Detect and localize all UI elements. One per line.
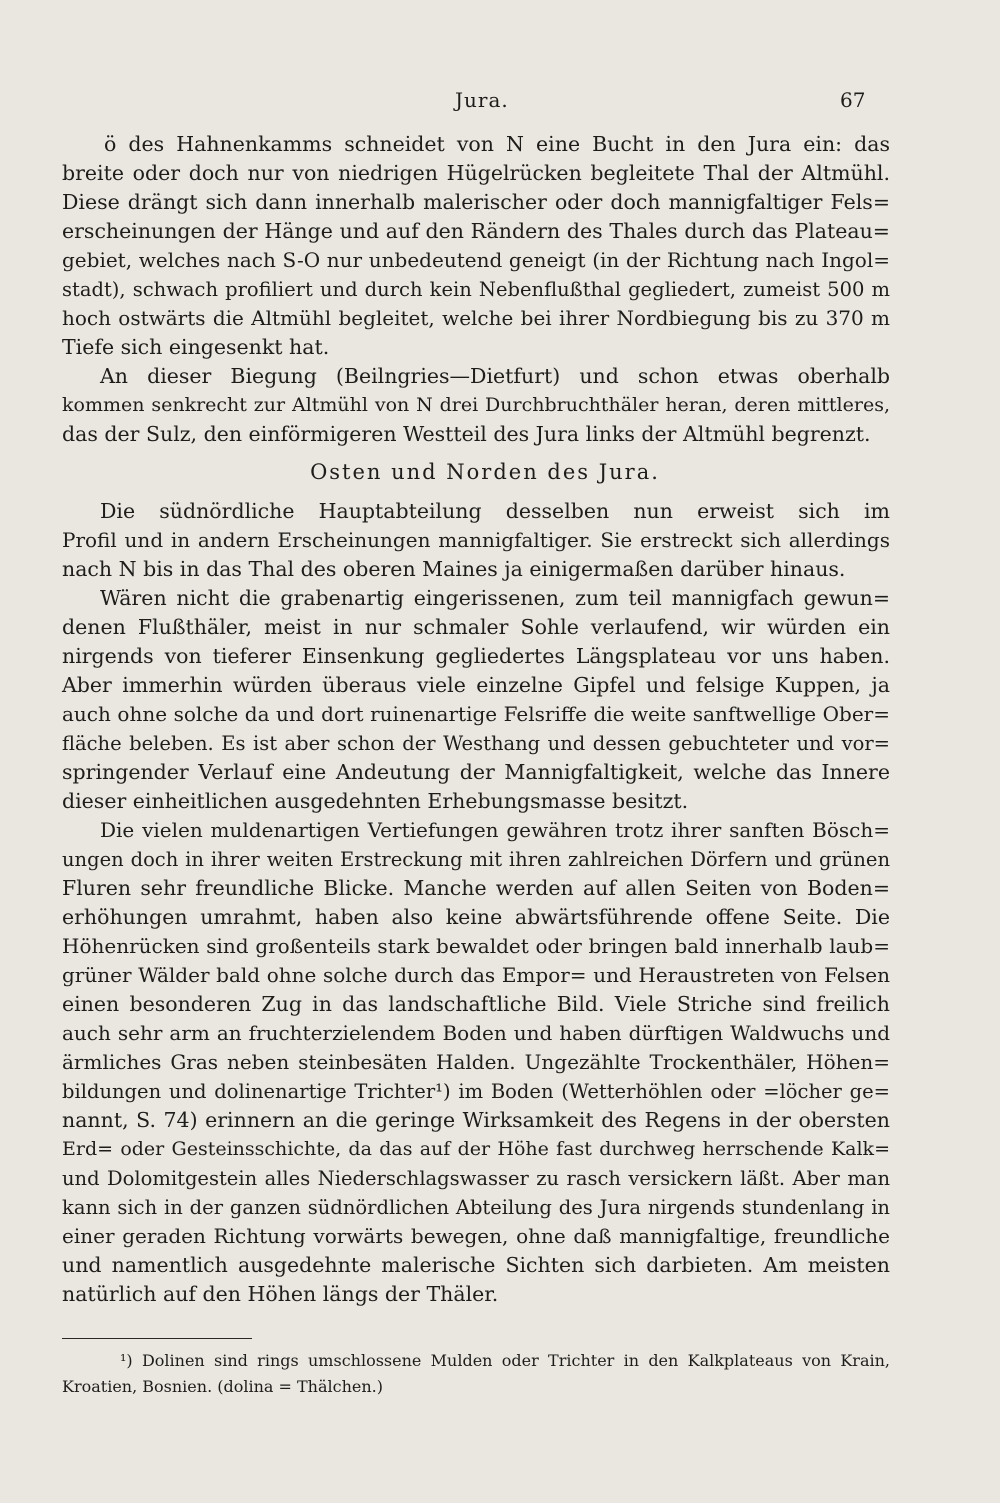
text-line: auch sehr arm an fruchterzielendem Boden und haben dürftigen Waldwuchs und: [62, 1021, 890, 1045]
text-line: erhöhungen umrahmt, haben also keine abwärtsführende offene Seite. Die: [62, 905, 890, 929]
text-line: einer geraden Richtung vorwärts bewegen, ohne daß mannigfaltige, freundliche: [62, 1224, 890, 1248]
paragraph: [62, 816, 890, 1309]
text-line: Die südnördliche Hauptabteilung desselben nun erweist sich im: [100, 499, 890, 523]
text-line: Diese drängt sich dann innerhalb malerischer oder doch mannigfaltiger Fels=: [62, 190, 890, 214]
section-heading: Osten und Norden des Jura.: [310, 460, 660, 484]
text-line: das der Sulz, den einförmigeren Westteil des Jura links der Altmühl begrenzt.: [62, 422, 871, 446]
text-line: springender Verlauf eine Andeutung der Mannigfaltigkeit, welche das Innere: [62, 760, 890, 784]
text-line: breite oder doch nur von niedrigen Hügelrücken begleitete Thal der Altmühl.: [62, 161, 890, 185]
paragraph: [62, 584, 890, 816]
text-line: natürlich auf den Höhen längs der Thäler.: [62, 1282, 499, 1306]
text-line: stadt), schwach profiliert und durch kein Nebenflußthal gegliedert, zumeist 500 m: [62, 278, 890, 301]
text-line: auch ohne solche da und dort ruinenartige Felsriffe die weite sanftwellige Ober=: [62, 702, 890, 726]
text-line: gebiet, welches nach S-O nur unbedeutend geneigt (in der Richtung nach Ingol=: [62, 248, 890, 272]
body-text: [62, 130, 890, 1309]
paragraph: [62, 362, 890, 449]
footnote-divider: [62, 1338, 252, 1339]
text-line: ö des Hahnenkamms schneidet von N eine Bucht in den Jura ein: das: [104, 132, 890, 156]
text-line: erscheinungen der Hänge und auf den Rändern des Thales durch das Plateau=: [62, 219, 890, 243]
paragraph: [62, 497, 890, 584]
text-line: Profil und in andern Erscheinungen mannigfaltiger. Sie erstreckt sich allerdings: [62, 528, 890, 552]
paragraph: [62, 130, 890, 362]
footnote-line: Kroatien, Bosnien. (dolina = Thälchen.): [62, 1377, 384, 1396]
text-line: und Dolomitgestein alles Niederschlagswasser zu rasch versickern läßt. Aber man: [62, 1167, 890, 1190]
text-line: Höhenrücken sind großenteils stark bewaldet oder bringen bald innerhalb laub=: [62, 934, 890, 958]
text-line: einen besonderen Zug in das landschaftliche Bild. Viele Striche sind freilich: [62, 992, 890, 1016]
text-line: nannt, S. 74) erinnern an die geringe Wirksamkeit des Regens in der obersten: [62, 1108, 890, 1132]
text-line: dieser einheitlichen ausgedehnten Erhebungsmasse besitzt.: [62, 789, 689, 813]
text-line: fläche beleben. Es ist aber schon der Westhang und dessen gebuchteter und vor=: [62, 732, 890, 755]
text-line: nirgends von tieferer Einsenkung gegliedertes Längsplateau vor uns haben.: [62, 644, 890, 668]
text-line: ungen doch in ihrer weiten Erstreckung mit ihren zahlreichen Dörfern und grünen: [62, 848, 890, 871]
page-number: 67: [840, 88, 866, 112]
text-line: grüner Wälder bald ohne solche durch das Empor= und Heraustreten von Felsen: [62, 963, 890, 987]
text-line: nach N bis in das Thal des oberen Maines ja einigermaßen darüber hinaus.: [62, 557, 846, 581]
text-line: Die vielen muldenartigen Vertiefungen gewähren trotz ihrer sanften Bösch=: [100, 818, 890, 842]
text-line: und namentlich ausgedehnte malerische Sichten sich darbieten. Am meisten: [62, 1253, 890, 1277]
text-line: Erd= oder Gesteinsschichte, da das auf der Höhe fast durchweg herrschende Kalk=: [62, 1138, 890, 1160]
footnote-line: ¹) Dolinen sind rings umschlossene Mulden oder Trichter in den Kalkplateaus von Krain,: [120, 1351, 890, 1370]
text-line: Fluren sehr freundliche Blicke. Manche werden auf allen Seiten von Boden=: [62, 876, 890, 900]
text-line: Wären nicht die grabenartig eingerissenen, zum teil mannigfach gewun=: [100, 586, 890, 610]
text-line: Tiefe sich eingesenkt hat.: [62, 335, 330, 359]
text-line: kann sich in der ganzen südnördlichen Abteilung des Jura nirgends stundenlang in: [62, 1196, 890, 1219]
text-line: Aber immerhin würden überaus viele einzelne Gipfel und felsige Kuppen, ja: [62, 673, 890, 697]
text-line: ärmliches Gras neben steinbesäten Halden. Ungezählte Trockenthäler, Höhen=: [62, 1050, 890, 1074]
running-title: Jura.: [455, 88, 509, 112]
text-line: hoch ostwärts die Altmühl begleitet, welche bei ihrer Nordbiegung bis zu 370 m: [62, 306, 890, 330]
text-line: denen Flußthäler, meist in nur schmaler Sohle verlaufend, wir würden ein: [62, 615, 890, 639]
running-header: [0, 88, 1000, 118]
text-line: kommen senkrecht zur Altmühl von N drei Durchbruchthäler heran, deren mittleres,: [62, 394, 890, 416]
footnote: [62, 1348, 890, 1400]
text-line: bildungen und dolinenartige Trichter¹) im Boden (Wetterhöhlen oder =löcher ge=: [62, 1080, 890, 1103]
text-line: An dieser Biegung (Beilngries—Dietfurt) und schon etwas oberhalb: [100, 364, 890, 388]
